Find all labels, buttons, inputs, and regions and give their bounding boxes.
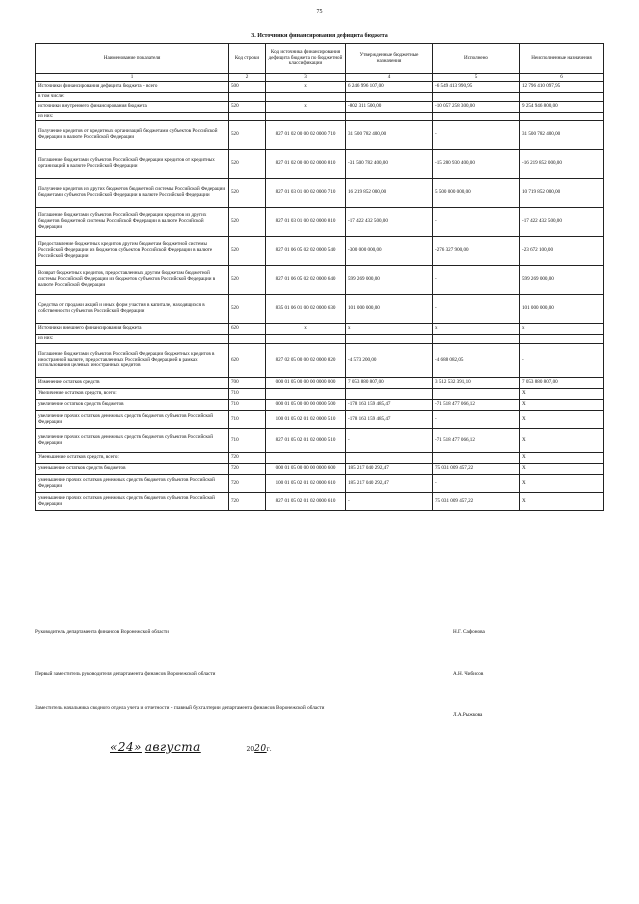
row-executed: - <box>433 295 520 324</box>
row-source-code: 827 01 02 00 00 02 0000 710 <box>266 121 346 150</box>
row-line-code: 520 <box>229 102 266 113</box>
table-row <box>36 400 604 411</box>
table-row <box>36 324 604 335</box>
row-line-code: 520 <box>229 179 266 208</box>
row-executed: -15 280 930 400,00 <box>433 150 520 179</box>
row-executed: - <box>433 121 520 150</box>
table-row <box>36 93 604 102</box>
table-row <box>36 295 604 324</box>
row-source-code: x <box>266 324 346 335</box>
row-unexecuted: X <box>520 400 604 411</box>
date-year-prefix: 20 <box>246 746 255 753</box>
row-source-code <box>266 389 346 400</box>
row-source-code: 827 01 06 05 02 02 0000 540 <box>266 237 346 266</box>
row-unexecuted <box>520 335 604 344</box>
row-unexecuted: X <box>520 493 604 511</box>
row-unexecuted <box>520 93 604 102</box>
table-row <box>36 464 604 475</box>
table-row <box>36 429 604 453</box>
row-line-code: 620 <box>229 344 266 378</box>
col-header-source-code: Код источника финансирования дефицита бюджета по бюджетной классификации <box>266 44 346 74</box>
row-name: уменьшение остатков средств бюджетов <box>36 464 229 475</box>
table-row <box>36 378 604 389</box>
table-row <box>36 150 604 179</box>
row-line-code: 520 <box>229 150 266 179</box>
row-line-code: 520 <box>229 208 266 237</box>
row-source-code <box>266 453 346 464</box>
table-row <box>36 453 604 464</box>
row-name: Погашение бюджетами субъектов Российской Федерации бюджетных кредитов в иностранной валюте, предоставленных Российской Федерацией в рамках использования целевых иностранных кредитов <box>36 344 229 378</box>
row-name: увеличение прочих остатков денежных средств бюджетов субъектов Российской Федерации <box>36 411 229 429</box>
row-executed: 75 031 009 457,22 <box>433 464 520 475</box>
row-approved: 599 269 000,00 <box>346 266 433 295</box>
row-name: Источники внешнего финансирования бюджета <box>36 324 229 335</box>
row-executed: -6 549 413 990,95 <box>433 82 520 93</box>
row-source-code: 827 01 05 02 01 02 0000 610 <box>266 493 346 511</box>
date-suffix: г. <box>266 746 272 753</box>
row-approved: 7 053 880 807,00 <box>346 378 433 389</box>
row-name: уменьшение прочих остатков денежных средств бюджетов субъектов Российской Федерации <box>36 475 229 493</box>
col-number: 2 <box>229 74 266 82</box>
row-source-code: 827 01 02 00 00 02 0000 810 <box>266 150 346 179</box>
col-header-name: Наименование показателя <box>36 44 229 74</box>
table-row <box>36 208 604 237</box>
table-row <box>36 102 604 113</box>
row-unexecuted: 599 269 000,00 <box>520 266 604 295</box>
row-source-code: 827 01 06 05 02 02 0000 640 <box>266 266 346 295</box>
row-unexecuted: x <box>520 324 604 335</box>
row-approved: 185 217 040 292,47 <box>346 475 433 493</box>
row-source-code: 835 01 06 01 00 02 0000 630 <box>266 295 346 324</box>
row-unexecuted: X <box>520 475 604 493</box>
row-executed: -10 057 258 300,00 <box>433 102 520 113</box>
row-executed: 3 512 532 391,10 <box>433 378 520 389</box>
row-source-code: 100 01 05 02 01 02 0000 510 <box>266 411 346 429</box>
row-executed <box>433 335 520 344</box>
row-approved: 185 217 040 292,47 <box>346 464 433 475</box>
table-row <box>36 335 604 344</box>
row-name: уменьшение прочих остатков денежных средств бюджетов субъектов Российской Федерации <box>36 493 229 511</box>
row-unexecuted: -17 422 432 500,00 <box>520 208 604 237</box>
row-source-code: 827 01 03 01 00 02 0000 710 <box>266 179 346 208</box>
row-approved <box>346 453 433 464</box>
budget-deficit-sources-table <box>35 43 604 511</box>
row-line-code <box>229 93 266 102</box>
row-unexecuted: -16 219 852 000,00 <box>520 150 604 179</box>
row-line-code: 500 <box>229 82 266 93</box>
row-source-code <box>266 113 346 121</box>
row-approved: 16 219 852 000,00 <box>346 179 433 208</box>
row-executed: -71 518 477 066,12 <box>433 429 520 453</box>
col-header-unexecuted: Неисполненные назначения <box>520 44 604 74</box>
row-unexecuted: 12 796 410 097,95 <box>520 82 604 93</box>
row-approved <box>346 93 433 102</box>
row-executed: - <box>433 411 520 429</box>
signature-position-2: Первый заместитель руководителя департамента финансов Воронежской области <box>35 671 216 677</box>
row-approved: - <box>346 429 433 453</box>
row-approved: -31 500 782 400,00 <box>346 150 433 179</box>
row-line-code: 710 <box>229 411 266 429</box>
row-source-code: 100 01 05 02 01 02 0000 610 <box>266 475 346 493</box>
row-approved: 6 246 996 107,00 <box>346 82 433 93</box>
row-name: Возврат бюджетных кредитов, предоставленных другим бюджетам бюджетной системы Российской Федерации из бюджетов субъектов Российской Федерации в валюте Российской Федерации <box>36 266 229 295</box>
row-source-code: 000 01 05 00 00 00 0000 600 <box>266 464 346 475</box>
row-name: источники внутреннего финансирования бюджета <box>36 102 229 113</box>
signature-name-1: Н.Г. Сафонова <box>453 629 485 635</box>
row-approved: -4 573 200,00 <box>346 344 433 378</box>
row-name: Погашение бюджетами субъектов Российской Федерации кредитов от кредитных организаций в валюте Российской Федерации <box>36 150 229 179</box>
signature-name-2: А.Н. Чибисов <box>453 671 484 677</box>
row-executed: 75 031 009 457,22 <box>433 493 520 511</box>
row-line-code: 720 <box>229 453 266 464</box>
row-unexecuted <box>520 113 604 121</box>
row-executed: - <box>433 208 520 237</box>
row-source-code: x <box>266 102 346 113</box>
row-approved <box>346 335 433 344</box>
row-line-code: 720 <box>229 475 266 493</box>
row-approved: 31 500 782 400,00 <box>346 121 433 150</box>
row-source-code <box>266 93 346 102</box>
row-line-code: 710 <box>229 389 266 400</box>
col-number: 4 <box>346 74 433 82</box>
row-executed: -71 518 477 066,12 <box>433 400 520 411</box>
row-line-code <box>229 335 266 344</box>
row-approved: 101 000 000,00 <box>346 295 433 324</box>
row-unexecuted: 101 000 000,00 <box>520 295 604 324</box>
row-name: увеличение остатков средств бюджетов <box>36 400 229 411</box>
row-name: Средства от продажи акций и иных форм участия в капитале, находящихся в собственности субъектов Российской Федерации <box>36 295 229 324</box>
row-line-code: 620 <box>229 324 266 335</box>
table-row <box>36 475 604 493</box>
row-line-code: 710 <box>229 429 266 453</box>
col-number: 1 <box>36 74 229 82</box>
col-header-executed: Исполнено <box>433 44 520 74</box>
row-executed <box>433 453 520 464</box>
row-unexecuted: X <box>520 389 604 400</box>
row-line-code <box>229 113 266 121</box>
table-row <box>36 113 604 121</box>
col-header-approved: Утвержденные бюджетные назначения <box>346 44 433 74</box>
row-executed <box>433 389 520 400</box>
row-unexecuted: 9 254 946 800,00 <box>520 102 604 113</box>
row-name: из них: <box>36 335 229 344</box>
row-approved <box>346 389 433 400</box>
row-source-code: 000 01 05 00 00 00 0000 500 <box>266 400 346 411</box>
table-row <box>36 237 604 266</box>
row-name: Получение кредитов от кредитных организаций бюджетами субъектов Российской Федерации в валюте Российской Федерации <box>36 121 229 150</box>
row-name: в том числе: <box>36 93 229 102</box>
row-line-code: 700 <box>229 378 266 389</box>
row-line-code: 710 <box>229 400 266 411</box>
row-line-code: 520 <box>229 295 266 324</box>
row-executed <box>433 93 520 102</box>
table-row <box>36 344 604 378</box>
date-year-suffix: 20 <box>254 744 267 754</box>
row-executed: -276 327 900,00 <box>433 237 520 266</box>
row-line-code: 720 <box>229 493 266 511</box>
row-name: Предоставление бюджетных кредитов другим бюджетам бюджетной системы Российской Федерации из бюджетов субъектов Российской Федерации в валюте Российской Федерации <box>36 237 229 266</box>
row-unexecuted: 7 053 880 807,00 <box>520 378 604 389</box>
row-unexecuted: 10 719 852 000,00 <box>520 179 604 208</box>
col-number: 5 <box>433 74 520 82</box>
row-name: из них: <box>36 113 229 121</box>
row-source-code <box>266 335 346 344</box>
row-unexecuted: X <box>520 411 604 429</box>
row-unexecuted: -23 672 100,00 <box>520 237 604 266</box>
row-name: Погашение бюджетами субъектов Российской Федерации кредитов из других бюджетов бюджетной системы Российской Федерации в валюте Российской Федерации <box>36 208 229 237</box>
row-unexecuted: X <box>520 464 604 475</box>
col-header-line-code: Код строки <box>229 44 266 74</box>
row-executed: -4 688 082,05 <box>433 344 520 378</box>
row-executed: x <box>433 324 520 335</box>
row-name: увеличение прочих остатков денежных средств бюджетов субъектов Российской Федерации <box>36 429 229 453</box>
signature-name-3: Л.А.Рыжкова <box>453 712 483 718</box>
row-approved: x <box>346 324 433 335</box>
table-row <box>36 493 604 511</box>
row-name: Изменение остатков средств <box>36 378 229 389</box>
signature-position-1: Руководитель департамента финансов Воронежской области <box>35 629 169 635</box>
table-row <box>36 179 604 208</box>
signature-date <box>110 740 272 754</box>
table-row <box>36 121 604 150</box>
row-line-code: 520 <box>229 237 266 266</box>
row-source-code: 827 01 05 02 01 02 0000 510 <box>266 429 346 453</box>
row-name: Уменьшение остатков средств, всего: <box>36 453 229 464</box>
row-unexecuted: X <box>520 453 604 464</box>
row-approved: -178 163 159 485,47 <box>346 400 433 411</box>
row-line-code: 520 <box>229 121 266 150</box>
row-unexecuted: 31 500 782 400,00 <box>520 121 604 150</box>
row-approved: -802 311 500,00 <box>346 102 433 113</box>
table-row <box>36 266 604 295</box>
col-number: 6 <box>520 74 604 82</box>
row-executed: 5 500 000 000,00 <box>433 179 520 208</box>
table-row <box>36 389 604 400</box>
row-source-code: 827 01 03 01 00 02 0000 810 <box>266 208 346 237</box>
signature-position-3: Заместитель начальника сводного отдела учета и отчетности - главный бухгалтерии департамента финансов Воронежской области <box>35 705 325 711</box>
row-source-code: x <box>266 82 346 93</box>
row-executed: - <box>433 475 520 493</box>
table-row <box>36 411 604 429</box>
page-number: 75 <box>316 9 323 15</box>
row-unexecuted: - <box>520 344 604 378</box>
row-line-code: 720 <box>229 464 266 475</box>
col-number: 3 <box>266 74 346 82</box>
table-row <box>36 82 604 93</box>
section-title: 3. Источники финансирования дефицита бюджета <box>251 33 388 39</box>
date-day: «24» <box>110 740 142 754</box>
row-executed <box>433 113 520 121</box>
row-name: Источники финансирования дефицита бюджета - всего <box>36 82 229 93</box>
row-source-code: 827 02 05 00 00 02 0000 820 <box>266 344 346 378</box>
row-name: Получение кредитов из других бюджетов бюджетной системы Российской Федерации бюджетами субъектов Российской Федерации в валюте Российской Федерации <box>36 179 229 208</box>
row-source-code: 000 01 05 00 00 00 0000 000 <box>266 378 346 389</box>
row-approved: -17 422 432 500,00 <box>346 208 433 237</box>
row-approved: - <box>346 493 433 511</box>
row-executed: - <box>433 266 520 295</box>
row-approved <box>346 113 433 121</box>
row-approved: -300 000 000,00 <box>346 237 433 266</box>
row-name: Увеличение остатков средств, всего: <box>36 389 229 400</box>
row-approved: -178 163 159 485,47 <box>346 411 433 429</box>
row-line-code: 520 <box>229 266 266 295</box>
row-unexecuted: X <box>520 429 604 453</box>
date-month: августа <box>144 740 201 754</box>
